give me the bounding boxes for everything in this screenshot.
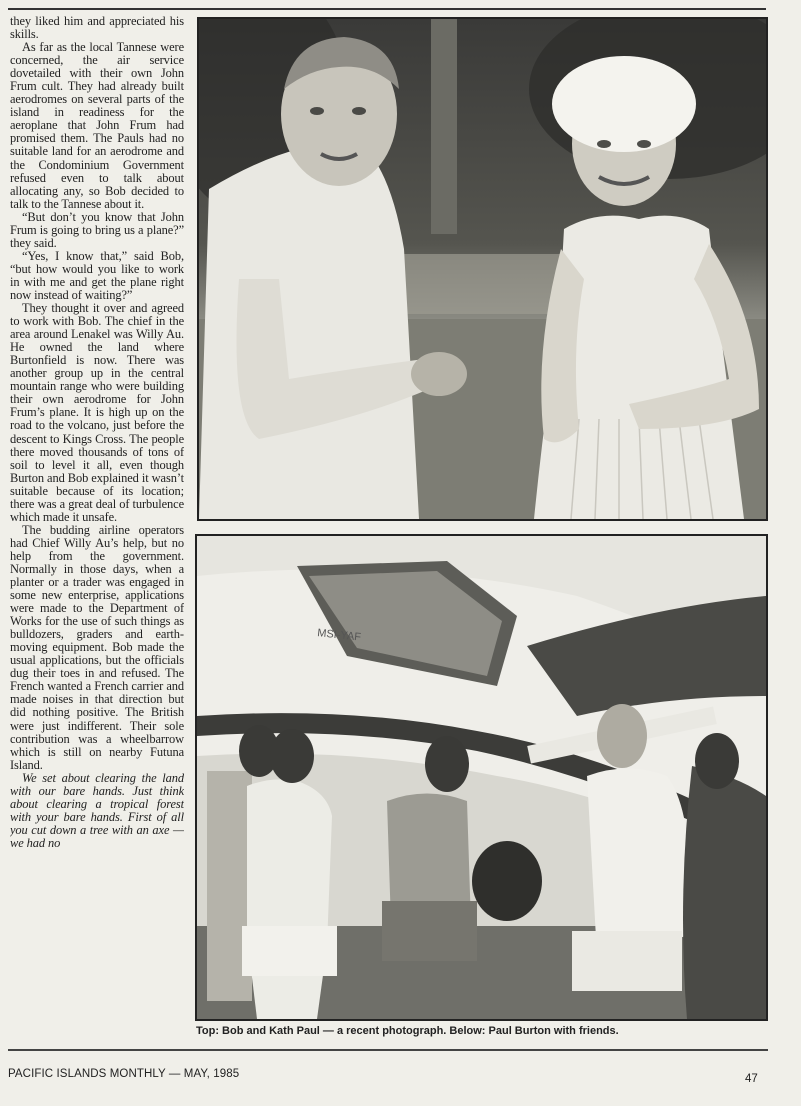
article-column	[10, 15, 184, 1045]
photo-bob-and-kath-paul	[197, 17, 768, 521]
photograph-aircraft-group-icon	[197, 536, 766, 1019]
photo-caption: Top: Bob and Kath Paul — a recent photograph. Below: Paul Burton with friends.	[196, 1025, 619, 1037]
publication-footer: PACIFIC ISLANDS MONTHLY — MAY, 1985	[8, 1068, 240, 1080]
paragraph-5: They thought it over and agreed to work with Bob. The chief in the area around Lenakel was Willy Au. He owned the land where Burtonfield is now. There was another group up in the central mountain range who were building their own aerodrome for John Frum’s plane. It is high up on the road to the volcano, just before the descent to Kings Cross. The people there moved thousands of tons of soil to level it all, even though Burton and Bob explained it wasn’t suitable because of its location; there was a great deal of turbulence which made it unsafe.	[10, 301, 184, 524]
page-number: 47	[745, 1073, 758, 1085]
aircraft-marking: MSI-YAF	[316, 627, 362, 644]
photo-paul-burton-with-friends	[195, 534, 768, 1021]
paragraph-1: they liked him and appreciated his skills.	[10, 15, 184, 42]
paragraph-7: We set about clearing the land with our bare hands. Just think about clearing a tropical forest with your bare hands. First of all you cut down a tree with an axe — we had no	[10, 770, 184, 850]
paragraph-4: “Yes, I know that,” said Bob, “but how would you like to work in with me and get the plane right now instead of waiting?”	[10, 248, 184, 302]
top-rule	[8, 8, 766, 10]
photograph-couple-icon	[199, 19, 766, 519]
paragraph-3: “But don’t you know that John Frum is going to bring us a plane?” they said.	[10, 209, 184, 250]
paragraph-6: The budding airline operators had Chief Willy Au’s help, but no help from the government. Normally in those days, when a planter or a trader was engaged in some new enterprise, applications were made to the Department of Works for the use of such things as bulldozers, graders and earthmoving equipment. Bob made the usual applications, but the officials dug their toes in and refused. The French wanted a French carrier and made noises in that direction but did nothing positive. The British were just indifferent. Their sole contribution was a wheelbarrow which is still on nearby Futuna Island.	[10, 522, 184, 772]
bottom-rule	[8, 1049, 768, 1051]
paragraph-2: As far as the local Tannese were concerned, the air service dovetailed with their own John Frum cult. They had already built aerodromes on several parts of the island in readiness for the aeroplane that John Frum had promised them. The Pauls had no suitable land for an aerodrome and the Condominium Government refused even to talk about allocating any, so Bob decided to talk to the Tannese about it.	[10, 40, 184, 211]
